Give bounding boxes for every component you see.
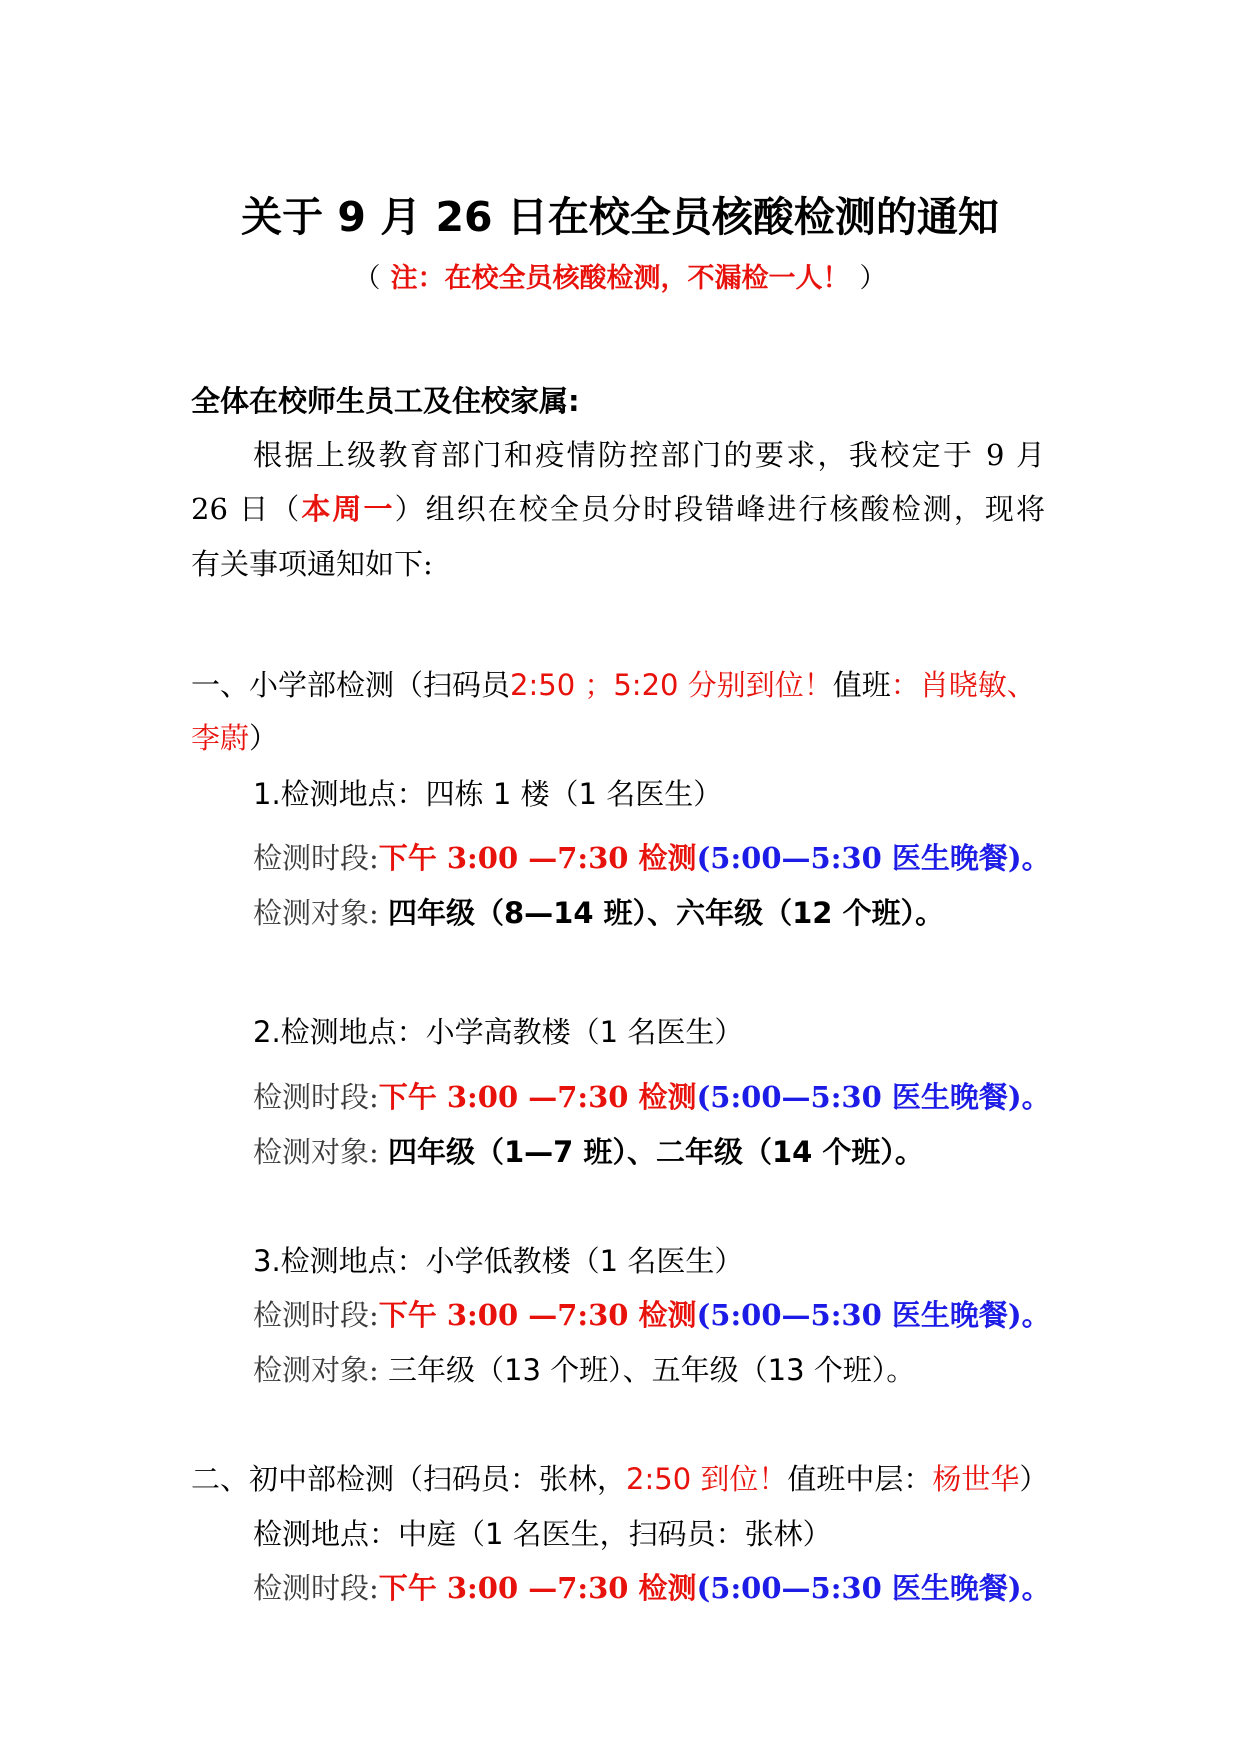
site2-location: 2.检测地点：小学高教楼（1 名医生） <box>253 1015 744 1049</box>
section1-heading-prefix: 一、小学部检测（扫码员 <box>191 668 511 702</box>
intro-line-1: 根据上级教育部门和疫情防控部门的要求，我校定于 9 月 <box>253 438 1045 472</box>
section1-arrival-times: 2:50 ；5:20 分别到位！ <box>510 668 833 702</box>
site3-target: 三年级（13 个班）、五年级（13 个班）。 <box>388 1353 916 1387</box>
intro-line-2-rest: ）组织在校全员分时段错峰进行核酸检测，现将 <box>394 492 1045 526</box>
site1-target: 四年级（8—14 班）、六年级（12 个班）。 <box>388 896 945 930</box>
section1-duty-label: 值班 <box>832 668 891 702</box>
section2-meal: (5:00—5:30 医生晚餐)。 <box>696 1571 1051 1605</box>
notice-subtitle <box>0 259 1240 299</box>
site1-target-label: 检测对象: <box>253 896 388 930</box>
section2-arrival-time: 2:50 到位！ <box>626 1462 788 1496</box>
section2-location: 检测地点：中庭（1 名医生，扫码员：张林） <box>253 1517 832 1551</box>
subtitle-open-paren: （ <box>353 263 381 294</box>
section2-time: 下午 3:00 —7:30 检测 <box>378 1571 697 1605</box>
section2-duty-label: 值班中层： <box>787 1462 933 1496</box>
site2-time: 下午 3:00 —7:30 检测 <box>378 1080 697 1114</box>
site1-time-label: 检测时段: <box>253 841 379 875</box>
site3-target-row <box>253 1350 915 1390</box>
section2-time-row <box>253 1568 1051 1608</box>
site3-target-label: 检测对象: <box>253 1353 388 1387</box>
section2-time-label: 检测时段: <box>253 1571 379 1605</box>
site1-meal: (5:00—5:30 医生晚餐)。 <box>696 841 1051 875</box>
site3-meal: (5:00—5:30 医生晚餐)。 <box>696 1298 1051 1332</box>
site3-time-label: 检测时段: <box>253 1298 379 1332</box>
site3-time-row <box>253 1295 1051 1335</box>
salutation: 全体在校师生员工及住校家属: <box>191 384 580 418</box>
subtitle-note: 注：在校全员核酸检测，不漏检一人！ <box>390 263 850 294</box>
intro-highlight-weekday: 本周一 <box>301 492 395 526</box>
section2-duty-name: 杨世华 <box>932 1462 1020 1496</box>
section1-heading <box>191 665 1036 705</box>
site3-time: 下午 3:00 —7:30 检测 <box>378 1298 697 1332</box>
site3-location: 3.检测地点：小学低教楼（1 名医生） <box>253 1244 744 1278</box>
subtitle-close-paren: ） <box>859 263 887 294</box>
site2-time-row <box>253 1077 1051 1117</box>
site2-time-label: 检测时段: <box>253 1080 379 1114</box>
section2-heading-prefix: 二、初中部检测（扫码员：张林， <box>191 1462 627 1496</box>
intro-date: 26 日（ <box>191 492 302 526</box>
site2-target: 四年级（1—7 班）、二年级（14 个班）。 <box>388 1135 924 1169</box>
section2-heading-close: ） <box>1019 1462 1049 1496</box>
site1-time: 下午 3:00 —7:30 检测 <box>378 841 697 875</box>
section2-heading <box>191 1459 1048 1499</box>
site2-target-row <box>253 1132 924 1172</box>
site1-target-row <box>253 893 944 933</box>
section1-duty-names: ：肖晓敏、 <box>890 668 1036 702</box>
section1-heading-close: ） <box>249 721 279 755</box>
site1-time-row <box>253 838 1051 878</box>
notice-title: 关于 9 月 26 日在校全员核酸检测的通知 <box>241 193 999 241</box>
site2-target-label: 检测对象: <box>253 1135 388 1169</box>
section1-duty-name-2: 李蔚 <box>191 721 250 755</box>
intro-line-2 <box>191 489 1045 529</box>
site1-location: 1.检测地点：四栋 1 楼（1 名医生） <box>253 777 723 811</box>
intro-line-3: 有关事项通知如下: <box>191 547 433 581</box>
site2-meal: (5:00—5:30 医生晚餐)。 <box>696 1080 1051 1114</box>
section1-heading-cont <box>191 718 278 758</box>
